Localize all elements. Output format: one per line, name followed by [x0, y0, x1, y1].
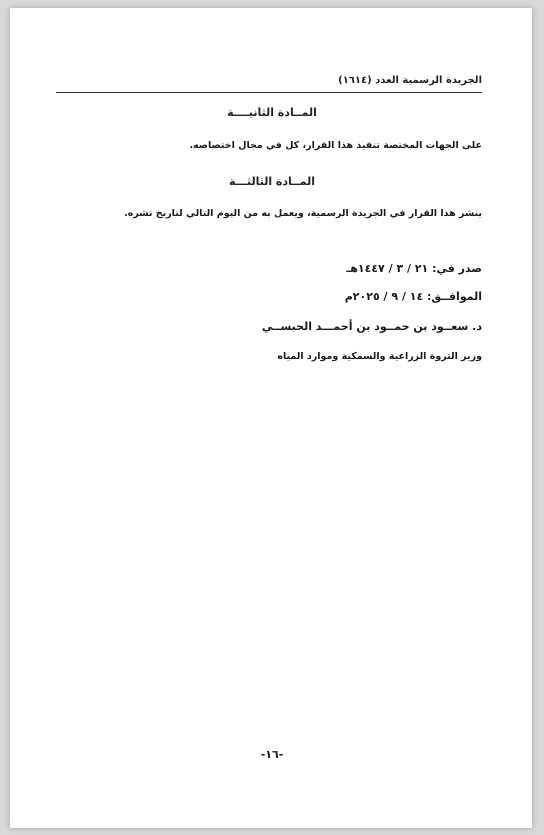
article-3-title: المــادة الثالثـــة [229, 175, 315, 188]
corresponding-date: الموافــق: ١٤ / ٩ / ٢٠٢٥م [344, 290, 482, 303]
gazette-header: الجريدة الرسمية العدد (١٦١٤) [338, 75, 482, 86]
signatory-name: د. سعــود بن حمــود بن أحمـــد الحبســي [261, 320, 482, 333]
article-3-text: ينشر هذا القرار في الجريدة الرسمية، ويعمل به من اليوم التالي لتاريخ نشره. [124, 208, 482, 219]
article-2-text: على الجهات المختصة تنفيذ هذا القرار، كل في مجال اختصاصه. [189, 140, 482, 151]
header-divider [56, 92, 482, 93]
document-page [10, 8, 532, 828]
page-number: -١٦- [260, 748, 284, 761]
issued-date: صدر في: ٢١ / ٣ / ١٤٤٧هـ [346, 262, 482, 275]
signatory-title: وزير الثروة الزراعية والسمكية وموارد المياه [277, 351, 482, 362]
article-2-title: المــادة الثانيــــة [227, 106, 317, 119]
